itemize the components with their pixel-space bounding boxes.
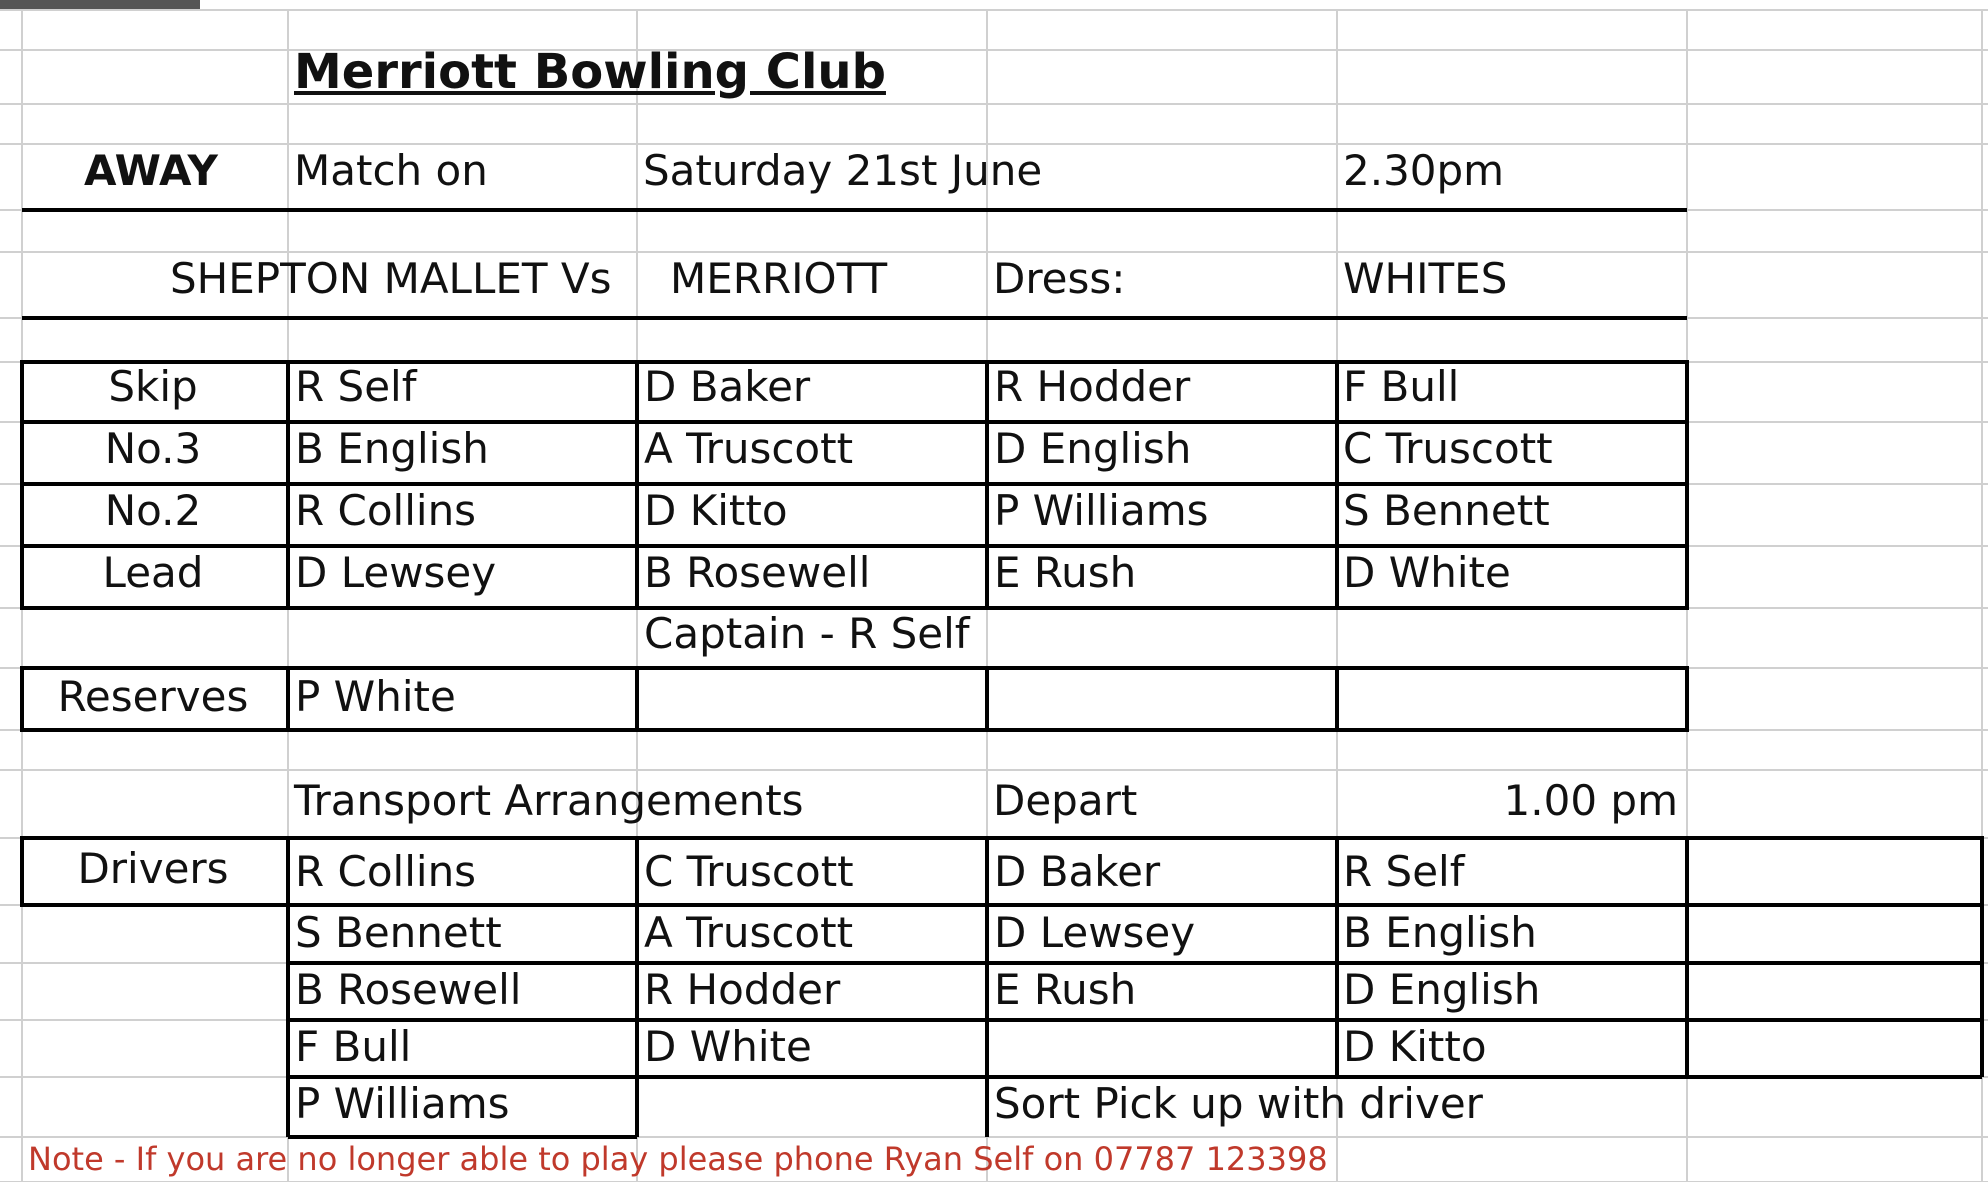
depart-label[interactable]: Depart <box>993 776 1138 825</box>
rink-player[interactable]: A Truscott <box>644 424 854 473</box>
rink-player[interactable]: E Rush <box>994 548 1137 597</box>
transport-person[interactable]: C Truscott <box>644 847 854 896</box>
transport-label[interactable]: Transport Arrangements <box>294 776 804 825</box>
phone-note[interactable]: Note - If you are no longer able to play please phone Ryan Self on 07787 123398 <box>28 1140 1328 1178</box>
rink-player[interactable]: F Bull <box>1343 362 1460 411</box>
rink-player[interactable]: R Collins <box>295 486 477 535</box>
position-no3[interactable]: No.3 <box>104 424 202 473</box>
pickup-note[interactable]: Sort Pick up with driver <box>994 1079 1483 1128</box>
transport-person[interactable]: A Truscott <box>644 908 854 957</box>
rink-player[interactable]: P Williams <box>994 486 1209 535</box>
position-skip[interactable]: Skip <box>108 362 198 411</box>
extra-driver[interactable]: P Williams <box>295 1079 510 1128</box>
position-no2[interactable]: No.2 <box>104 486 202 535</box>
rink-player[interactable]: R Hodder <box>994 362 1191 411</box>
transport-person[interactable]: R Self <box>1343 847 1465 896</box>
club-title[interactable]: Merriott Bowling Club <box>294 44 886 100</box>
transport-person[interactable]: D Lewsey <box>994 908 1196 957</box>
drivers-label[interactable]: Drivers <box>77 844 229 893</box>
reserve-player[interactable]: P White <box>295 672 456 721</box>
away-team[interactable]: MERRIOTT <box>670 254 888 303</box>
rink-player[interactable]: B English <box>295 424 489 473</box>
match-time[interactable]: 2.30pm <box>1343 146 1505 195</box>
transport-person[interactable]: D English <box>1343 965 1541 1014</box>
match-date[interactable]: Saturday 21st June <box>643 146 1043 195</box>
venue-cell[interactable]: AWAY <box>84 146 218 195</box>
transport-person[interactable]: E Rush <box>994 965 1137 1014</box>
transport-person[interactable]: S Bennett <box>295 908 502 957</box>
rink-player[interactable]: R Self <box>295 362 417 411</box>
rink-player[interactable]: D Lewsey <box>295 548 497 597</box>
transport-person[interactable]: F Bull <box>295 1022 412 1071</box>
transport-person[interactable]: D Baker <box>994 847 1161 896</box>
rink-player[interactable]: C Truscott <box>1343 424 1553 473</box>
transport-person[interactable]: R Hodder <box>644 965 841 1014</box>
transport-person[interactable]: D Kitto <box>1343 1022 1487 1071</box>
transport-person[interactable]: B Rosewell <box>295 965 522 1014</box>
transport-person[interactable]: D White <box>644 1022 812 1071</box>
dress-value[interactable]: WHITES <box>1343 254 1508 303</box>
transport-person[interactable]: R Collins <box>295 847 477 896</box>
home-team[interactable]: SHEPTON MALLET Vs <box>170 254 612 303</box>
position-lead[interactable]: Lead <box>102 548 204 597</box>
captain-cell[interactable]: Captain - R Self <box>644 609 970 658</box>
rink-player[interactable]: D White <box>1343 548 1511 597</box>
dress-label[interactable]: Dress: <box>993 254 1126 303</box>
rink-player[interactable]: B Rosewell <box>644 548 871 597</box>
rink-player[interactable]: D Baker <box>644 362 811 411</box>
rink-player[interactable]: S Bennett <box>1343 486 1550 535</box>
transport-person[interactable]: B English <box>1343 908 1537 957</box>
rink-player[interactable]: D Kitto <box>644 486 788 535</box>
column-header-strip <box>0 0 200 9</box>
match-label[interactable]: Match on <box>294 146 488 195</box>
rink-player[interactable]: D English <box>994 424 1192 473</box>
reserves-label[interactable]: Reserves <box>57 672 249 721</box>
depart-time[interactable]: 1.00 pm <box>1503 776 1678 825</box>
